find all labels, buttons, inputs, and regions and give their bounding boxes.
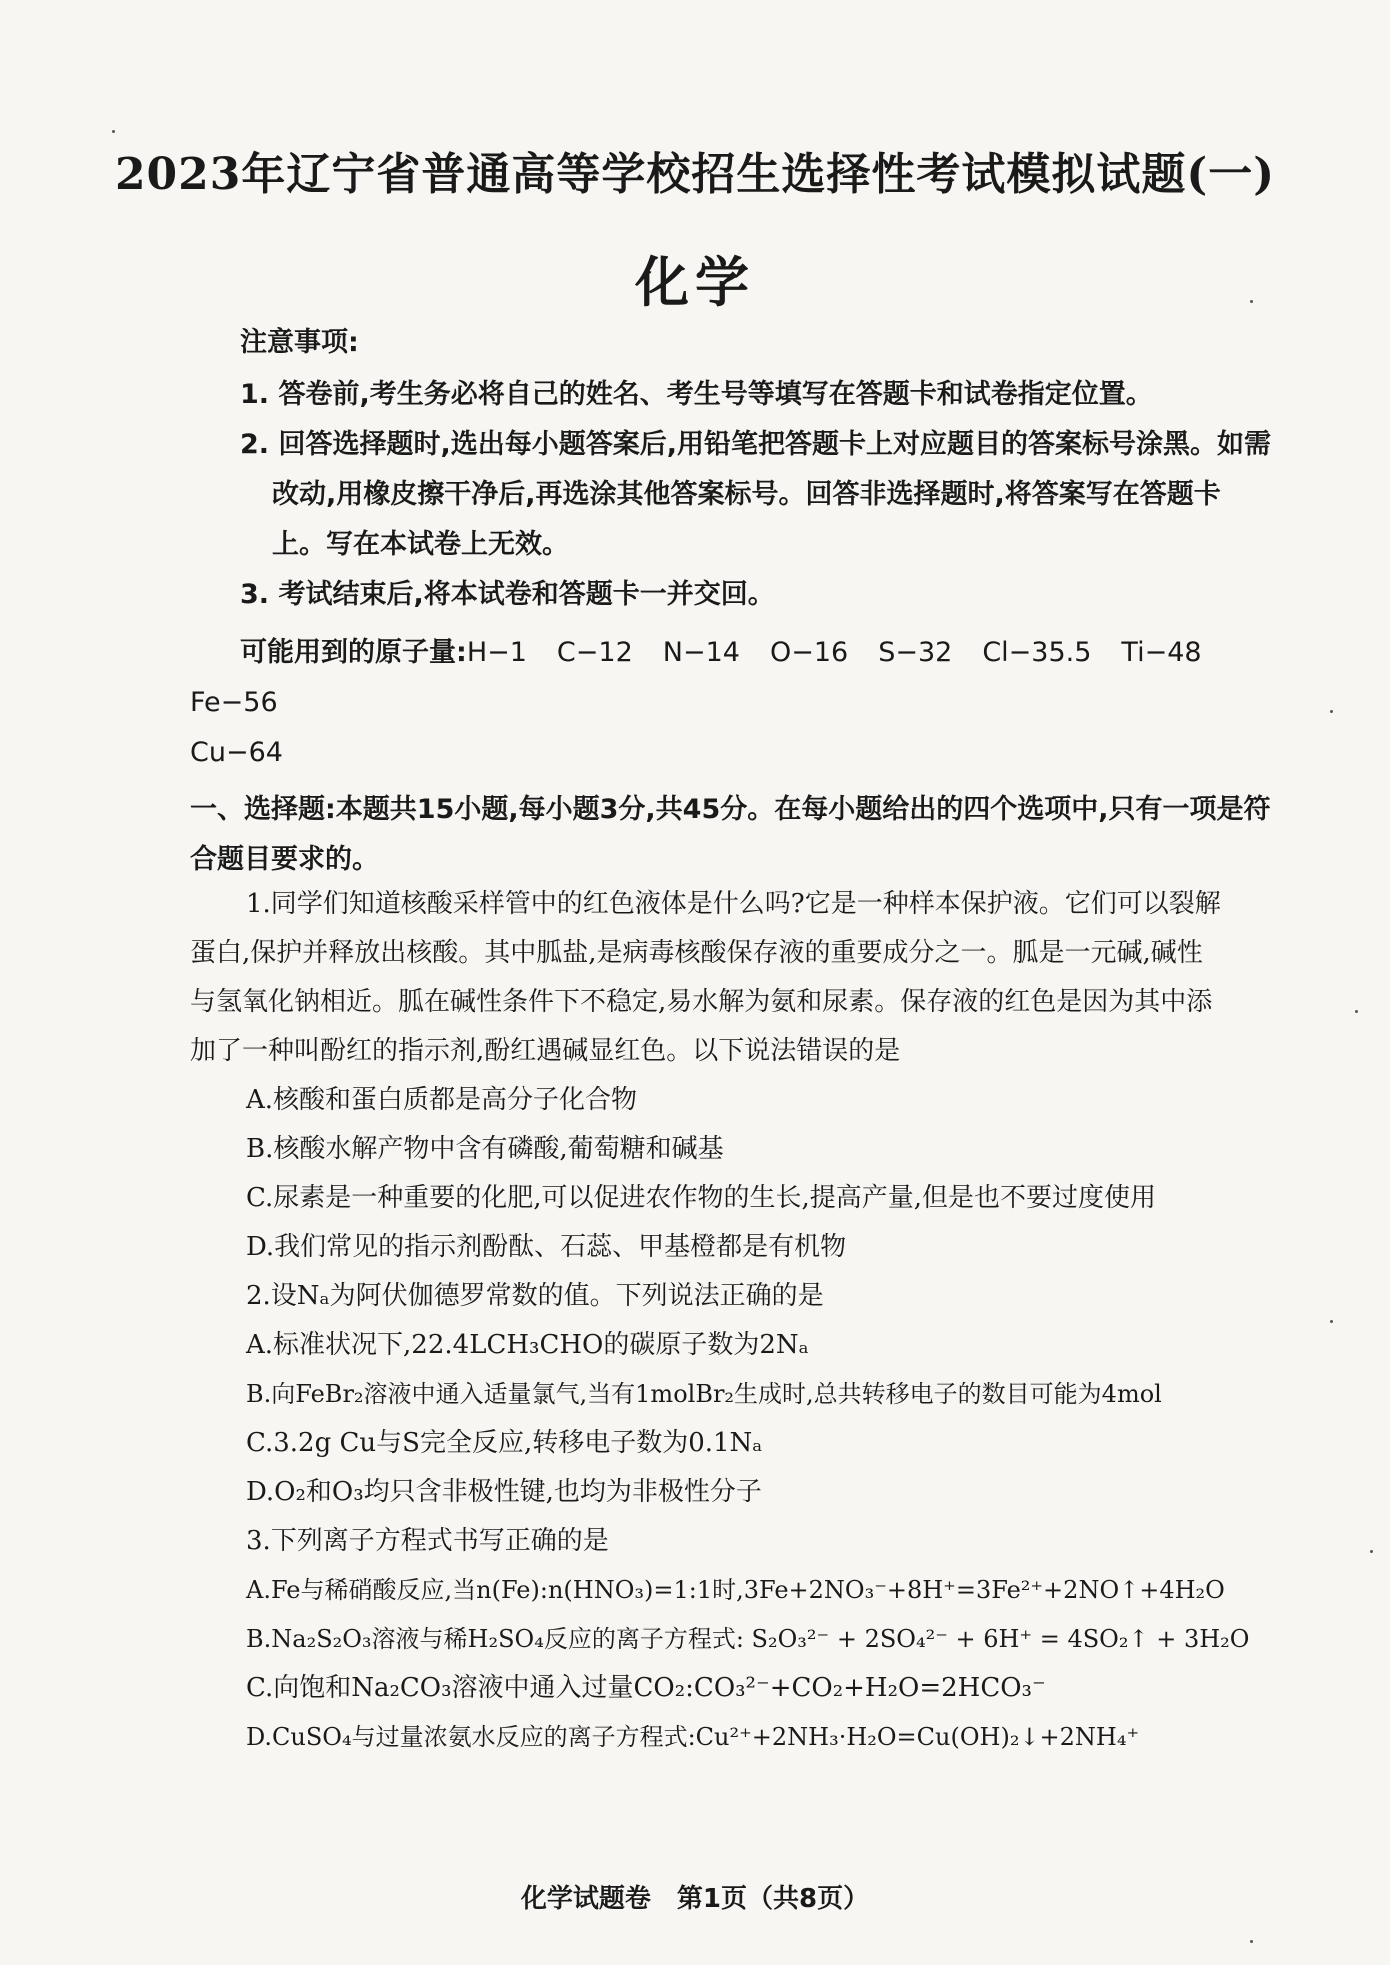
notice-item-1: 1. 答卷前,考生务必将自己的姓名、考生号等填写在答题卡和试卷指定位置。 xyxy=(240,379,1153,410)
exam-title: 2023年辽宁省普通高等学校招生选择性考试模拟试题(一) xyxy=(114,149,1276,200)
question-2-option-a: A.标准状况下,22.4LCH₃CHO的碳原子数为2Nₐ xyxy=(246,1330,809,1360)
atomic-mass-cu: Cu−64 xyxy=(190,737,283,768)
notice-item-2 xyxy=(240,420,1320,570)
question-2-option-c: C.3.2g Cu与S完全反应,转移电子数为0.1Nₐ xyxy=(246,1428,763,1458)
question-1-option-b: B.核酸水解产物中含有磷酸,葡萄糖和碱基 xyxy=(246,1134,724,1164)
section-heading xyxy=(190,785,1320,885)
question-3-option-c: C.向饱和Na₂CO₃溶液中通入过量CO₂:CO₃²⁻+CO₂+H₂O=2HCO₃⁻ xyxy=(246,1673,1046,1703)
atomic-mass-ti: Ti−48 xyxy=(1121,637,1202,668)
question-3-option-a: A.Fe与稀硝酸反应,当n(Fe):n(HNO₃)=1:1时,3Fe+2NO₃⁻+8H⁺=3Fe²⁺+2NO↑+4H₂O xyxy=(246,1576,1225,1604)
subject-heading: 化学 xyxy=(635,250,755,314)
question-2 xyxy=(190,1272,1320,1517)
atomic-mass-c: C−12 xyxy=(556,637,633,668)
scan-speck xyxy=(1330,1320,1333,1323)
scan-speck xyxy=(1370,1550,1373,1553)
notice-item-2-line-3: 上。写在本试卷上无效。 xyxy=(272,529,569,560)
scan-speck xyxy=(112,130,115,133)
question-3-option-b: B.Na₂S₂O₃溶液与稀H₂SO₄反应的离子方程式: S₂O₃²⁻ + 2SO₄²⁻ + 6H⁺ = 4SO₂↑ + 3H₂O xyxy=(246,1625,1250,1653)
atomic-mass-o: O−16 xyxy=(769,637,849,668)
atomic-masses xyxy=(190,628,1320,778)
atomic-mass-s: S−32 xyxy=(878,637,953,668)
question-3 xyxy=(190,1517,1320,1762)
scan-speck xyxy=(1250,300,1253,303)
notice-block xyxy=(240,318,1320,620)
question-3-option-d: D.CuSO₄与过量浓氨水反应的离子方程式:Cu²⁺+2NH₃·H₂O=Cu(OH)₂↓+2NH₄⁺ xyxy=(246,1723,1140,1751)
section-heading-line-1: 一、选择题:本题共15小题,每小题3分,共45分。在每小题给出的四个选项中,只有一项是符 xyxy=(190,794,1271,825)
scan-speck xyxy=(1250,1940,1253,1943)
question-2-option-d: D.O₂和O₃均只含非极性键,也均为非极性分子 xyxy=(246,1477,762,1507)
atomic-mass-h: H−1 xyxy=(466,637,527,668)
notice-item-2-line-1: 2. 回答选择题时,选出每小题答案后,用铅笔把答题卡上对应题目的答案标号涂黑。如需 xyxy=(240,429,1271,460)
page-footer: 化学试题卷 第1页（共8页） xyxy=(520,1884,870,1914)
notice-heading: 注意事项: xyxy=(240,327,359,358)
question-1 xyxy=(190,880,1320,1272)
question-list xyxy=(190,880,1320,1762)
question-1-line-4: 加了一种叫酚红的指示剂,酚红遇碱显红色。以下说法错误的是 xyxy=(190,1036,901,1066)
question-1-line-1: 1.同学们知道核酸采样管中的红色液体是什么吗?它是一种样本保护液。它们可以裂解 xyxy=(246,889,1221,919)
atomic-mass-n: N−14 xyxy=(662,637,740,668)
atomic-mass-fe: Fe−56 xyxy=(190,687,278,718)
scan-speck xyxy=(1330,710,1333,713)
question-1-line-2: 蛋白,保护并释放出核酸。其中胍盐,是病毒核酸保存液的重要成分之一。胍是一元碱,碱性 xyxy=(190,938,1203,968)
question-1-line-3: 与氢氧化钠相近。胍在碱性条件下不稳定,易水解为氨和尿素。保存液的红色是因为其中添 xyxy=(190,987,1213,1017)
question-1-option-a: A.核酸和蛋白质都是高分子化合物 xyxy=(246,1085,638,1115)
question-1-option-d: D.我们常见的指示剂酚酞、石蕊、甲基橙都是有机物 xyxy=(246,1232,847,1262)
atomic-masses-label: 可能用到的原子量: xyxy=(240,637,467,668)
notice-item-3: 3. 考试结束后,将本试卷和答题卡一并交回。 xyxy=(240,579,775,610)
question-2-option-b: B.向FeBr₂溶液中通入适量氯气,当有1molBr₂生成时,总共转移电子的数目可能为4mol xyxy=(246,1380,1162,1408)
atomic-mass-cl: Cl−35.5 xyxy=(982,637,1092,668)
question-3-stem: 3.下列离子方程式书写正确的是 xyxy=(246,1526,609,1556)
section-heading-line-2: 合题目要求的。 xyxy=(190,844,379,875)
question-1-option-c: C.尿素是一种重要的化肥,可以促进农作物的生长,提高产量,但是也不要过度使用 xyxy=(246,1183,1157,1213)
notice-item-2-line-2: 改动,用橡皮擦干净后,再选涂其他答案标号。回答非选择题时,将答案写在答题卡 xyxy=(272,479,1221,510)
scan-speck xyxy=(1355,1010,1358,1013)
question-2-stem: 2.设Nₐ为阿伏伽德罗常数的值。下列说法正确的是 xyxy=(246,1281,824,1311)
